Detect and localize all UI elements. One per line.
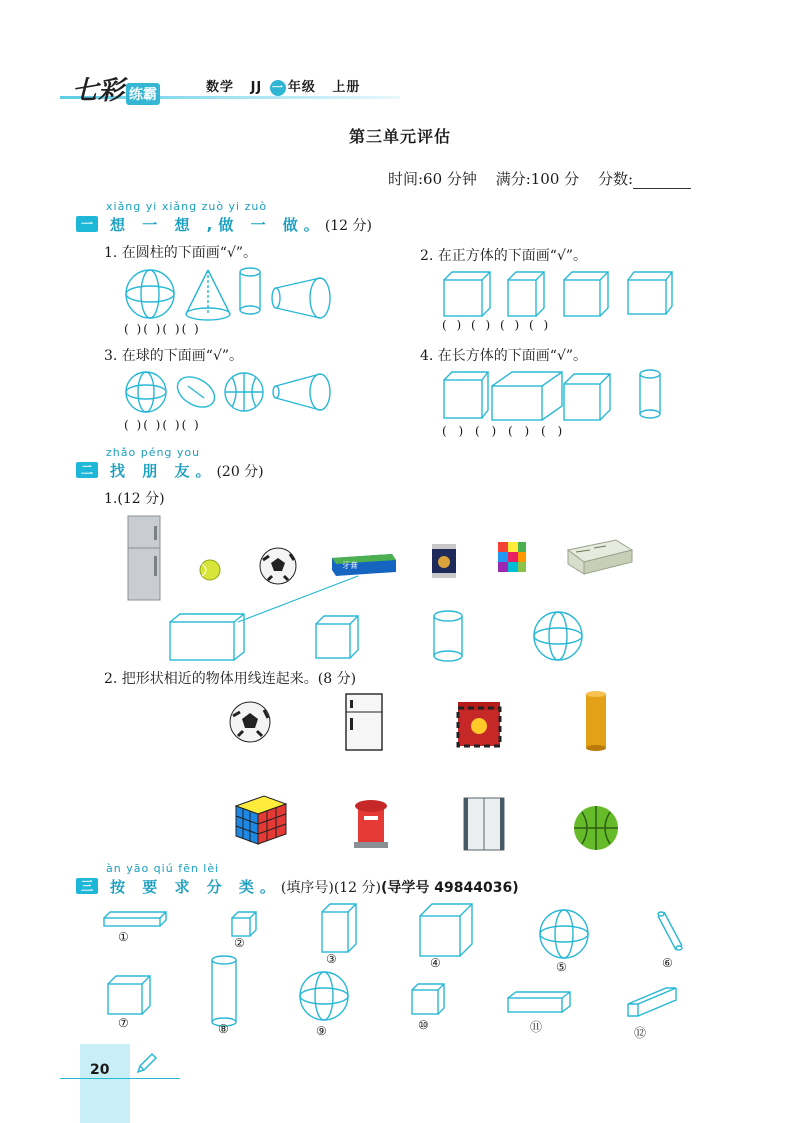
section2-pinyin: zhǎo péng you: [106, 446, 201, 459]
tall-cuboid-shape: [444, 372, 488, 418]
cylinder-2-shape: [640, 370, 660, 418]
toothpaste-label: 牙膏: [342, 561, 358, 570]
q2-2-text: 2. 把形状相近的物体用线连起来。(8 分): [104, 671, 357, 687]
rugby-ball-shape: [172, 371, 220, 414]
shape-12: [628, 988, 676, 1016]
shape-8: [212, 956, 236, 1026]
label-3: ③: [326, 952, 337, 966]
section3-pinyin: àn yāo qiú fēn lèi: [106, 862, 220, 875]
grade-number: 一: [271, 81, 284, 94]
box-picture: [568, 540, 632, 574]
label-4: ④: [430, 956, 441, 970]
cylinder-shape: [240, 268, 260, 314]
gift-box-picture[interactable]: [458, 702, 500, 746]
q2-1-pictures: [120, 510, 650, 670]
q1-2-shapes: [440, 266, 680, 322]
edition: JJ: [250, 80, 263, 95]
toothpaste-box-picture: [332, 554, 396, 576]
label-11: ⑪: [530, 1020, 543, 1034]
q1-3-text: 3. 在球的下面画“√”。: [104, 348, 244, 364]
cube-b-shape: [508, 272, 544, 316]
logo-main: 七彩: [72, 76, 125, 106]
section3-title: [110, 876, 519, 897]
section3-title-text: 按 要 求 分 类。: [110, 878, 281, 896]
label-10: ⑩: [418, 1018, 429, 1032]
shape-3: [322, 904, 356, 952]
section2-title: [110, 460, 264, 481]
fridge-picture: [128, 516, 160, 600]
section2-title-text: 找 朋 友。: [110, 462, 217, 480]
tennis-ball-picture: [200, 560, 220, 580]
cylinder-target[interactable]: [434, 611, 462, 661]
time-limit: 时间:60 分钟: [388, 170, 477, 188]
q1-1-answers[interactable]: ( )( )( )( ): [124, 322, 201, 336]
q1-2-answers[interactable]: ( ) ( ) ( ) ( ): [442, 318, 552, 332]
shape-9: [300, 972, 348, 1020]
page-tab: [80, 1044, 130, 1123]
frustum-2-shape: [273, 374, 330, 410]
shape-4: [420, 904, 472, 956]
brand-logo: [72, 70, 160, 107]
sphere-target[interactable]: [534, 612, 582, 660]
cuboid-d-shape: [628, 272, 672, 314]
cone-shape: [186, 270, 230, 320]
shape-6: [658, 912, 682, 950]
grade: 年级: [287, 80, 316, 95]
term: 上册: [332, 80, 361, 95]
q1-3-shapes: [120, 368, 340, 418]
exam-meta: [388, 168, 705, 189]
q1-1-text: 1. 在圆柱的下面画“√”。: [104, 245, 258, 261]
rubiks-cube-picture[interactable]: [236, 796, 286, 844]
label-9: ⑨: [316, 1024, 327, 1038]
book-info: [206, 76, 360, 96]
label-5: ⑤: [556, 960, 567, 974]
connecting-line: [238, 576, 358, 622]
q3-shapes: [96, 900, 696, 1040]
cube-shape: [564, 374, 610, 420]
section3-badge: 三: [76, 878, 98, 894]
shape-7: [108, 976, 150, 1014]
q1-1-shapes: [120, 264, 340, 326]
label-2: ②: [234, 936, 245, 950]
score-label: 分数:: [597, 170, 633, 188]
shape-2: [232, 912, 256, 936]
section2-points: (20 分): [216, 464, 264, 480]
guide-number: (导学号 49844036): [381, 880, 519, 896]
q1-4-text: 4. 在长方体的下面画“√”。: [420, 348, 588, 364]
q2-1-text: 1.(12 分): [104, 491, 165, 507]
colorful-cube-picture: [498, 542, 526, 572]
shape-11: [508, 992, 570, 1012]
subject: 数学: [206, 80, 235, 95]
cuboid-target[interactable]: [170, 614, 244, 660]
can-picture: [432, 544, 456, 578]
footer-line: [60, 1078, 180, 1079]
label-8: ⑧: [218, 1022, 229, 1036]
full-score: 满分:100 分: [495, 170, 580, 188]
score-blank[interactable]: [633, 174, 691, 189]
section1-points: (12 分): [324, 218, 373, 234]
q2-2-pictures: [220, 688, 640, 860]
label-1: ①: [118, 930, 129, 944]
section1-pinyin: xiǎng yi xiǎng zuò yi zuò: [106, 200, 268, 213]
cube-target[interactable]: [316, 616, 358, 658]
section1-badge: 一: [76, 216, 98, 232]
label-12: ⑫: [634, 1026, 647, 1040]
soccer-ball-top-picture[interactable]: [230, 702, 270, 742]
cabinet-picture[interactable]: [464, 798, 504, 850]
q1-4-shapes: [440, 366, 670, 422]
shape-10: [412, 984, 444, 1014]
pencil-icon: [134, 1050, 158, 1076]
label-6: ⑥: [662, 956, 673, 970]
basketball-picture[interactable]: [574, 806, 618, 850]
section3-points: (填序号)(12 分): [280, 880, 382, 896]
section1-title: [110, 214, 372, 235]
cube-c-shape: [564, 272, 608, 316]
shape-1: [104, 912, 166, 926]
shape-5: [540, 910, 588, 958]
long-cuboid-shape: [492, 372, 562, 420]
basketball-shape: [225, 373, 263, 411]
fridge-top-picture[interactable]: [346, 694, 382, 750]
q1-4-answers[interactable]: ( ) ( ) ( ) ( ): [442, 424, 567, 438]
section2-badge: 二: [76, 462, 98, 478]
q1-2-text: 2. 在正方体的下面画“√”。: [420, 248, 588, 264]
label-7: ⑦: [118, 1016, 129, 1030]
sphere-shape: [126, 270, 174, 318]
page-title: 第三单元评估: [348, 127, 451, 146]
q1-3-answers[interactable]: ( )( )( )( ): [124, 418, 201, 432]
football-picture: [260, 548, 296, 584]
mailbox-picture[interactable]: [354, 800, 388, 848]
page-number: 20: [90, 1062, 110, 1078]
cylinder-tube-picture[interactable]: [586, 691, 606, 751]
logo-box: 练霸: [126, 83, 160, 105]
globe-shape: [126, 372, 166, 412]
cuboid-a-shape: [444, 272, 490, 316]
section1-title-text: 想 一 想 ,做 一 做。: [110, 216, 325, 234]
frustum-shape: [272, 278, 330, 318]
